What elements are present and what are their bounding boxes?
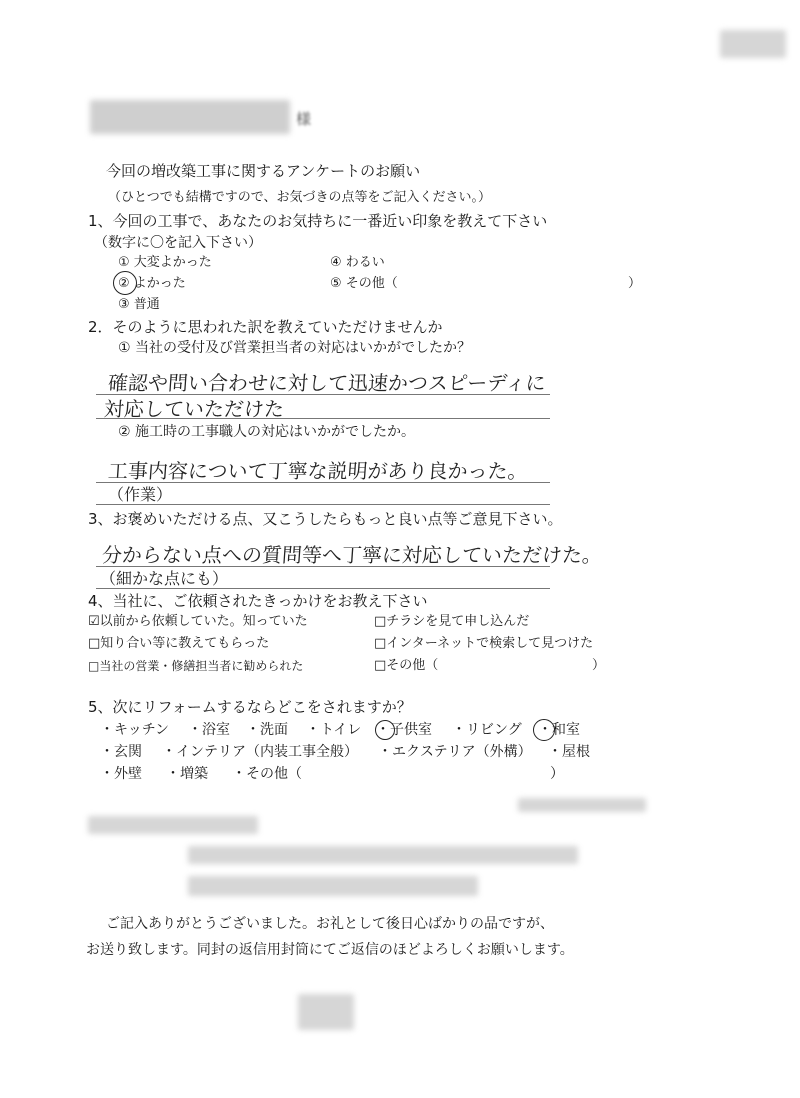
redacted-info-name	[188, 876, 478, 896]
checkbox-checked-icon[interactable]: ☑	[88, 614, 100, 629]
q5-item-label: その他（	[246, 766, 302, 782]
footer-line-2: お送り致します。同封の返信用封筒にてご返信のほどよろしくお願いします。	[86, 942, 574, 958]
q1-option-5-num: ⑤	[330, 276, 342, 291]
answer-rule	[96, 588, 550, 589]
q4-option-6-label: その他（	[386, 658, 439, 673]
q4-option-2-label: 知り合い等に教えてもらった	[100, 636, 270, 651]
q5-item-label: 玄関	[114, 744, 142, 760]
q5-item-washroom[interactable]	[246, 722, 288, 739]
bullet-icon: ・	[162, 744, 176, 760]
q5-item-label: 屋根	[562, 744, 590, 760]
bullet-icon: ・	[376, 722, 390, 738]
q2-sub2: ② 施工時の工事職人の対応はいかがでしたか。	[118, 424, 415, 440]
q2-question: 2．そのように思われた訳を教えていただけませんか	[88, 318, 443, 336]
q5-item-living[interactable]	[452, 722, 522, 739]
checkbox-icon[interactable]: □	[374, 614, 387, 629]
q5-item-label: インテリア（内装工事全般）	[176, 744, 358, 760]
q2-answer1-line1: 確認や問い合わせに対して迅速かつスピーディに	[107, 371, 547, 395]
redacted-customer-name	[90, 100, 290, 134]
q5-question: 5、次にリフォームするならどこをされますか？	[88, 698, 412, 716]
page-title: 今回の増改築工事に関するアンケートのお願い	[106, 162, 421, 180]
q1-option-2-label: よかった	[133, 276, 186, 291]
q1-other-close: ）	[628, 276, 642, 291]
q5-item-label: 洗面	[260, 722, 288, 738]
q5-item-label: トイレ	[320, 722, 362, 738]
bullet-icon: ・	[306, 722, 320, 738]
bullet-icon: ・	[548, 744, 562, 760]
checkbox-icon[interactable]: □	[374, 658, 387, 673]
q1-option-4-label: わるい	[345, 255, 385, 270]
answer-rule	[96, 394, 550, 395]
q1-option-1[interactable]	[118, 255, 212, 271]
q1-option-3-label: 普通	[133, 297, 160, 312]
q5-item-outer-wall[interactable]	[100, 766, 142, 783]
bullet-icon: ・	[538, 722, 552, 738]
q2-answer1-line2: 対応していただけた	[103, 397, 285, 421]
redacted-bottom-mark	[298, 994, 354, 1030]
answer-rule	[96, 566, 550, 567]
bullet-icon: ・	[100, 722, 114, 738]
checkbox-icon[interactable]: □	[88, 636, 101, 651]
q1-selected-circle	[113, 271, 137, 295]
q1-option-1-num: ①	[118, 255, 130, 270]
q2-answer2-line2: （作業）	[108, 485, 173, 504]
q4-option-2[interactable]	[88, 636, 269, 652]
q4-option-3[interactable]	[88, 658, 303, 674]
q5-item-label: 浴室	[202, 722, 230, 738]
redacted-info-right	[518, 798, 646, 812]
bullet-icon: ・	[246, 722, 260, 738]
honorific-mark: 様	[296, 110, 312, 128]
page-subtitle: （ひとつでも結構ですので、お気づきの点等をご記入ください。）	[108, 190, 491, 205]
q5-other-close: ）	[550, 766, 564, 782]
q1-option-3[interactable]	[118, 297, 160, 313]
q4-question: 4、当社に、ご依頼されたきっかけをお教え下さい	[88, 592, 428, 610]
checkbox-icon[interactable]: □	[374, 636, 387, 651]
q5-item-other[interactable]	[232, 766, 302, 783]
q1-option-5-label: その他（	[345, 276, 398, 291]
q4-option-6[interactable]	[374, 658, 438, 674]
q5-item-bath[interactable]	[188, 722, 230, 739]
q1-option-3-num: ③	[118, 297, 130, 312]
bullet-icon: ・	[188, 722, 202, 738]
q5-item-label: 子供室	[390, 722, 432, 738]
q5-item-entrance[interactable]	[100, 744, 142, 761]
q5-item-label: 和室	[552, 722, 580, 738]
q4-other-close: ）	[592, 658, 606, 673]
q3-answer-line2: （細かな点にも）	[100, 569, 229, 588]
q4-option-1[interactable]	[88, 614, 308, 630]
redacted-info-left	[88, 816, 258, 834]
q5-item-label: キッチン	[114, 722, 170, 738]
redacted-info-address	[188, 846, 578, 864]
q4-option-5-label: インターネットで検索して見つけた	[386, 636, 594, 651]
redacted-id-top-right	[720, 30, 786, 58]
bullet-icon: ・	[232, 766, 246, 782]
q3-question: 3、お褒めいただける点、又こうしたらもっと良い点等ご意見下さい。	[88, 510, 563, 528]
q5-item-interior[interactable]	[162, 744, 358, 761]
q5-item-exterior[interactable]	[378, 744, 532, 761]
bullet-icon: ・	[100, 744, 114, 760]
q5-item-label: エクステリア（外構）	[392, 744, 532, 760]
q4-option-4[interactable]	[374, 614, 529, 630]
answer-rule	[96, 482, 550, 483]
q5-item-label: 外壁	[114, 766, 142, 782]
q4-option-5[interactable]	[374, 636, 593, 652]
q5-item-toilet[interactable]	[306, 722, 361, 739]
q5-item-label: リビング	[466, 722, 522, 738]
q1-instruction: （数字に〇を記入下さい）	[94, 235, 262, 251]
q1-option-5[interactable]	[330, 276, 398, 292]
bullet-icon: ・	[378, 744, 392, 760]
q4-option-4-label: チラシを見て申し込んだ	[386, 614, 530, 629]
q1-option-1-label: 大変よかった	[133, 255, 212, 270]
q5-item-roof[interactable]	[548, 744, 590, 761]
q1-question: 1、今回の工事で、あなたのお気持ちに一番近い印象を教えて下さい	[88, 212, 548, 230]
bullet-icon: ・	[452, 722, 466, 738]
q5-item-kitchen[interactable]	[100, 722, 169, 739]
q1-option-4-num: ④	[330, 255, 342, 270]
bullet-icon: ・	[100, 766, 114, 782]
answer-rule	[96, 418, 550, 419]
q2-sub1: ① 当社の受付及び営業担当者の対応はいかがでしたか？	[118, 340, 471, 356]
bullet-icon: ・	[166, 766, 180, 782]
answer-rule	[96, 504, 550, 505]
q1-option-2-num: ②	[118, 276, 130, 291]
checkbox-icon[interactable]: □	[88, 659, 100, 673]
q3-answer-line1: 分からない点への質問等へ丁寧に対応していただけた。	[101, 543, 603, 567]
footer-line-1: ご記入ありがとうございました。お礼として後日心ばかりの品ですが、	[106, 916, 554, 932]
q4-option-3-label: 当社の営業・修繕担当者に勧められた	[99, 659, 304, 673]
q5-selected-circle-japanese-room	[533, 719, 555, 741]
q4-option-1-label: 以前から依頼していた。知っていた	[99, 614, 308, 629]
q5-item-label: 増築	[180, 766, 208, 782]
q5-item-extension[interactable]	[166, 766, 208, 783]
q2-answer2-line1: 工事内容について丁寧な説明があり良かった。	[107, 459, 529, 483]
q5-selected-circle-kids-room	[375, 720, 395, 740]
q1-option-4[interactable]	[330, 255, 385, 271]
